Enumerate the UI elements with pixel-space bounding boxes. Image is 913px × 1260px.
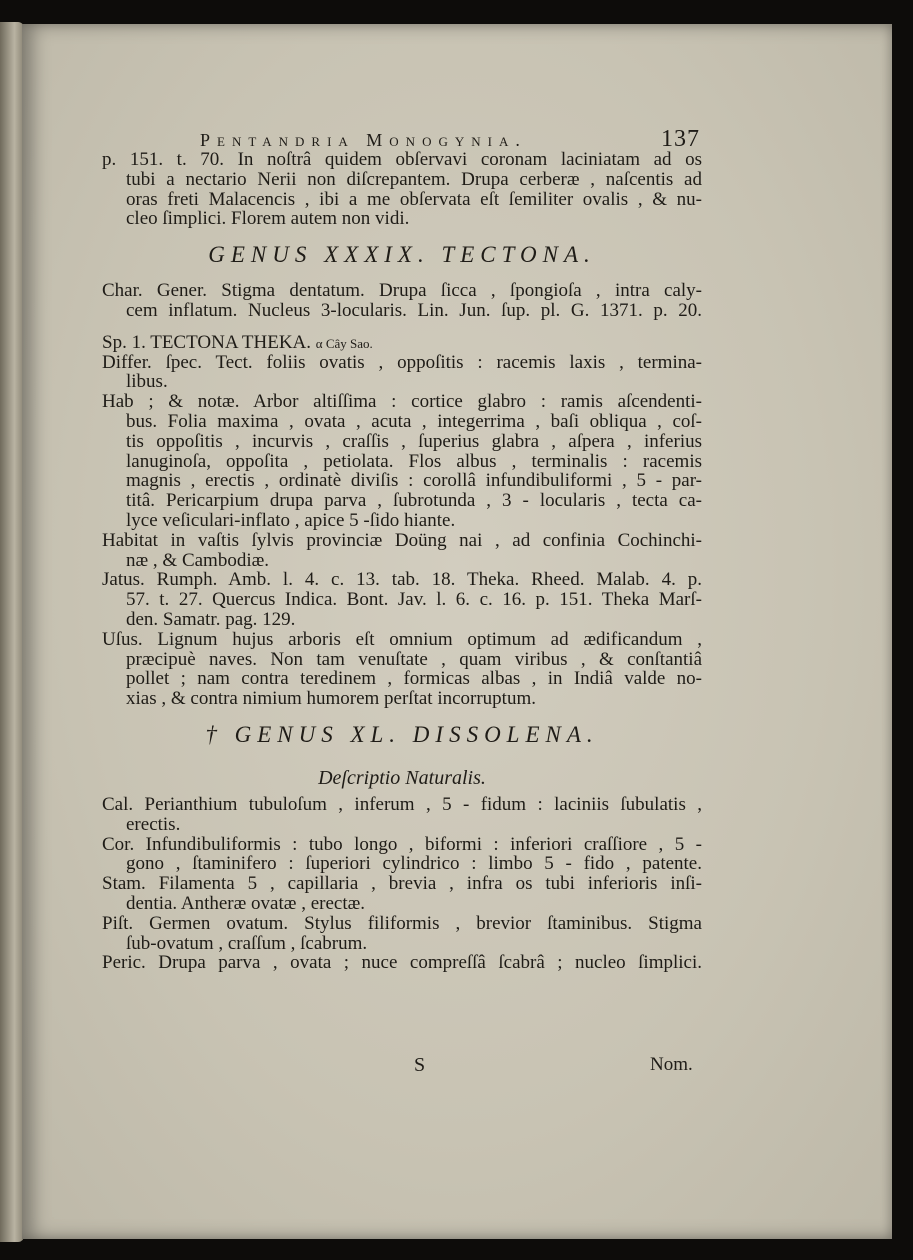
text-line: Cal. Perianthium tubuloſum , inferum , 5 - fidum : laciniis ſubulatis , — [102, 793, 702, 815]
text-line: Peric. Drupa parva , ovata ; nuce compreſſâ ſcabrâ ; nucleo ſimplici. — [102, 952, 702, 974]
genus-heading: † GENUS XL. DISSOLENA. — [205, 721, 599, 747]
text-line: dentia. Antheræ ovatæ , erectæ. — [126, 892, 366, 914]
text-line: Piſt. Germen ovatum. Stylus filiformis , brevior ſtaminibus. Stigma — [102, 912, 702, 934]
running-title: Pentandria Monogynia. — [200, 130, 527, 150]
text-line: cem inflatum. Nucleus 3-locularis. Lin. Jun. ſup. pl. G. 1371. p. 20. — [126, 299, 702, 321]
page-number: 137 — [661, 126, 700, 152]
text-line: xias , & contra nimium humorem perſtat incorruptum. — [126, 688, 536, 710]
text-line: Stam. Filamenta 5 , capillaria , brevia , infra os tubi inferioris inſi- — [102, 873, 702, 895]
text-line: cleo ſimplici. Florem autem non vidi. — [126, 208, 410, 230]
text-line: Habitat in vaſtis ſylvis provinciæ Doüng nai , ad confinia Cochinchi- — [102, 529, 702, 551]
genus-heading: GENUS XXXIX. TECTONA. — [208, 242, 596, 268]
catchword: Nom. — [650, 1054, 693, 1075]
text-line: ſub-ovatum , craſſum , ſcabrum. — [126, 932, 368, 954]
text-line: p. 151. t. 70. In noſtrâ quidem obſervavi coronam laciniatam ad os — [102, 149, 702, 170]
vernacular-name: α Cây Sao. — [315, 335, 373, 351]
text-line: bus. Folia maxima , ovata , acuta , integerrima , baſi obliqua , coſ- — [126, 410, 702, 432]
text-line: magnis , erectis , ordinatè diviſis : corollâ infundibuliformi , 5 - par- — [126, 470, 702, 492]
species-line — [102, 333, 702, 353]
text-line: titâ. Pericarpium drupa parva , ſubrotunda , 3 - locularis , tecta ca- — [126, 490, 702, 512]
book-page — [22, 24, 892, 1239]
text-line: Uſus. Lignum hujus arboris eſt omnium optimum ad ædificandum , — [102, 628, 702, 650]
text-line: erectis. — [126, 813, 181, 835]
text-line: Jatus. Rumph. Amb. l. 4. c. 13. tab. 18. Theka. Rheed. Malab. 4. p. — [102, 569, 702, 591]
main-text — [102, 150, 702, 973]
signature-mark: S — [414, 1054, 426, 1076]
section-subheading: Deſcriptio Naturalis. — [318, 766, 486, 789]
text-line: den. Samatr. pag. 129. — [126, 608, 296, 630]
text-line: 57. t. 27. Quercus Indica. Bont. Jav. l. 6. c. 16. p. 151. Theka Marſ- — [126, 589, 702, 611]
text-line: lyce veſiculari-inflato , apice 5 -ſido hiante. — [126, 509, 456, 531]
text-line: Differ. ſpec. Tect. foliis ovatis , oppoſitis : racemis laxis , termina- — [102, 351, 702, 373]
text-line: lanuginoſa, oppoſita , petiolata. Flos albus , terminalis : racemis — [126, 450, 702, 472]
text-line: tis oppoſitis , incurvis , craſſis , ſuperius glabra , aſpera , inferius — [126, 430, 702, 452]
species-label: Sp. 1. TECTONA THEKA. — [102, 331, 312, 353]
text-line: Hab ; & notæ. Arbor altiſſima : cortice glabro : ramis aſcendenti- — [102, 391, 702, 413]
text-line: Char. Gener. Stigma dentatum. Drupa ſicca , ſpongioſa , intra caly- — [102, 280, 702, 302]
text-line: Cor. Infundibuliformis : tubo longo , biformi : inferiori craſſiore , 5 - — [102, 833, 702, 855]
previous-page-edge — [0, 22, 24, 1242]
text-line: oras freti Malacencis , ibi a me obſervata eſt ſemiliter ovalis , & nu- — [126, 188, 702, 210]
text-line: pollet ; nam contra teredinem , formicas albas , in Indiâ valde no- — [126, 668, 702, 690]
text-line: næ , & Cambodiæ. — [126, 549, 270, 571]
text-line: tubi a nectario Nerii non diſcrepantem. Drupa cerberæ , naſcentis ad — [126, 168, 702, 190]
text-line: gono , ſtaminifero : ſuperiori cylindrico : limbo 5 - fido , patente. — [126, 853, 702, 875]
text-line: libus. — [126, 371, 168, 393]
text-line: præcipuè naves. Non tam venuſtate , quam viribus , & conſtantiâ — [126, 648, 702, 670]
